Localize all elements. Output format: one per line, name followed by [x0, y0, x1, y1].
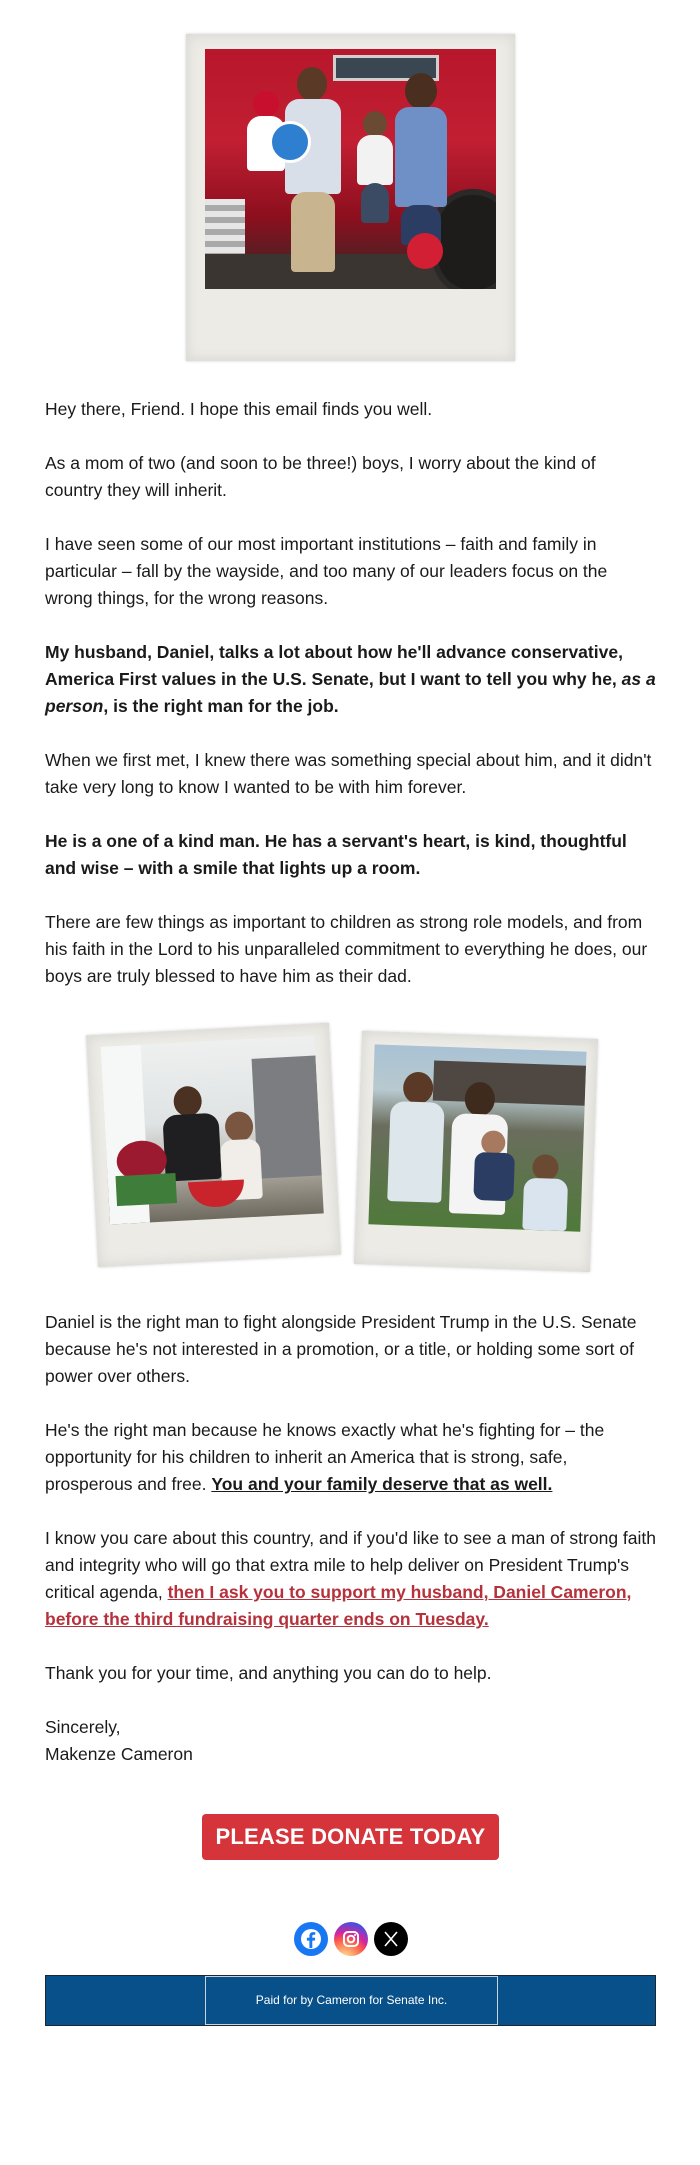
- paragraph-husband-part1: My husband, Daniel, talks a lot about how he'll advance conservative, America First values in the U.S. Senate, but I want to tell you why he,: [45, 642, 623, 689]
- paragraph-role-models: There are few things as important to children as strong role models, and from his faith in the Lord to his unparalleled commitment to everything he does, our boys are truly blessed to have him as their dad.: [45, 912, 648, 986]
- signoff: Sincerely,: [45, 1717, 121, 1737]
- paragraph-fighting-for-text: He's the right man because he knows exactly what he's fighting for – the opportunity for his children to inherit an America that is strong, safe, prosperous and free.: [45, 1420, 605, 1494]
- hero-photo-frame: [186, 34, 515, 361]
- paragraph-kind-man: He is a one of a kind man. He has a servant's heart, is kind, thoughtful and wise – with a smile that lights up a room.: [45, 831, 627, 878]
- outdoor-photo: [368, 1044, 586, 1231]
- facebook-icon[interactable]: [294, 1922, 328, 1956]
- paragraph-husband: [45, 639, 657, 720]
- instagram-icon[interactable]: [334, 1922, 368, 1956]
- paragraph-support-ask-text: I know you care about this country, and if you'd like to see a man of strong faith and integrity who will go that extra mile to help deliver on President Trump's critical agenda,: [45, 1528, 656, 1602]
- paragraph-support-ask: [45, 1525, 657, 1633]
- greeting: Hey there, Friend. I hope this email finds you well.: [45, 399, 433, 419]
- hero-photo: [205, 49, 496, 289]
- paragraph-right-man-senate: Daniel is the right man to fight alongside President Trump in the U.S. Senate because he's not interested in a promotion, or a title, or holding some sort of power over others.: [45, 1312, 637, 1386]
- kitchen-photo: [101, 1036, 324, 1225]
- letter-body-top: [45, 396, 657, 990]
- paragraph-husband-part2: , is the right man for the job.: [103, 696, 339, 716]
- paragraph-fighting-for: [45, 1417, 657, 1498]
- paragraph-thank-you: Thank you for your time, and anything you can do to help.: [45, 1663, 492, 1683]
- paragraph-boys: As a mom of two (and soon to be three!) boys, I worry about the kind of country they will inherit.: [45, 453, 596, 500]
- letter-body-bottom: [45, 1309, 657, 1768]
- signature: Makenze Cameron: [45, 1744, 193, 1764]
- outdoor-photo-frame: [354, 1031, 598, 1272]
- support-daniel-link[interactable]: then I ask you to support my husband, Daniel Cameron, before the third fundraising quarter ends on Tuesday.: [45, 1582, 632, 1629]
- donate-button[interactable]: PLEASE DONATE TODAY: [202, 1814, 499, 1860]
- family-deserve-link[interactable]: You and your family deserve that as well.: [211, 1474, 553, 1494]
- paragraph-first-met: When we first met, I knew there was something special about him, and it didn't take very long to know I wanted to be with him forever.: [45, 750, 652, 797]
- footer-bar: [45, 1975, 656, 2026]
- paragraph-husband-emphasis: as a person: [45, 669, 656, 716]
- x-icon[interactable]: [374, 1922, 408, 1956]
- paragraph-institutions: I have seen some of our most important institutions – faith and family in particular – fall by the wayside, and too many of our leaders focus on the wrong things, for the wrong reasons.: [45, 534, 608, 608]
- paid-for-disclaimer: Paid for by Cameron for Senate Inc.: [205, 1976, 498, 2025]
- kitchen-photo-frame: [86, 1023, 341, 1267]
